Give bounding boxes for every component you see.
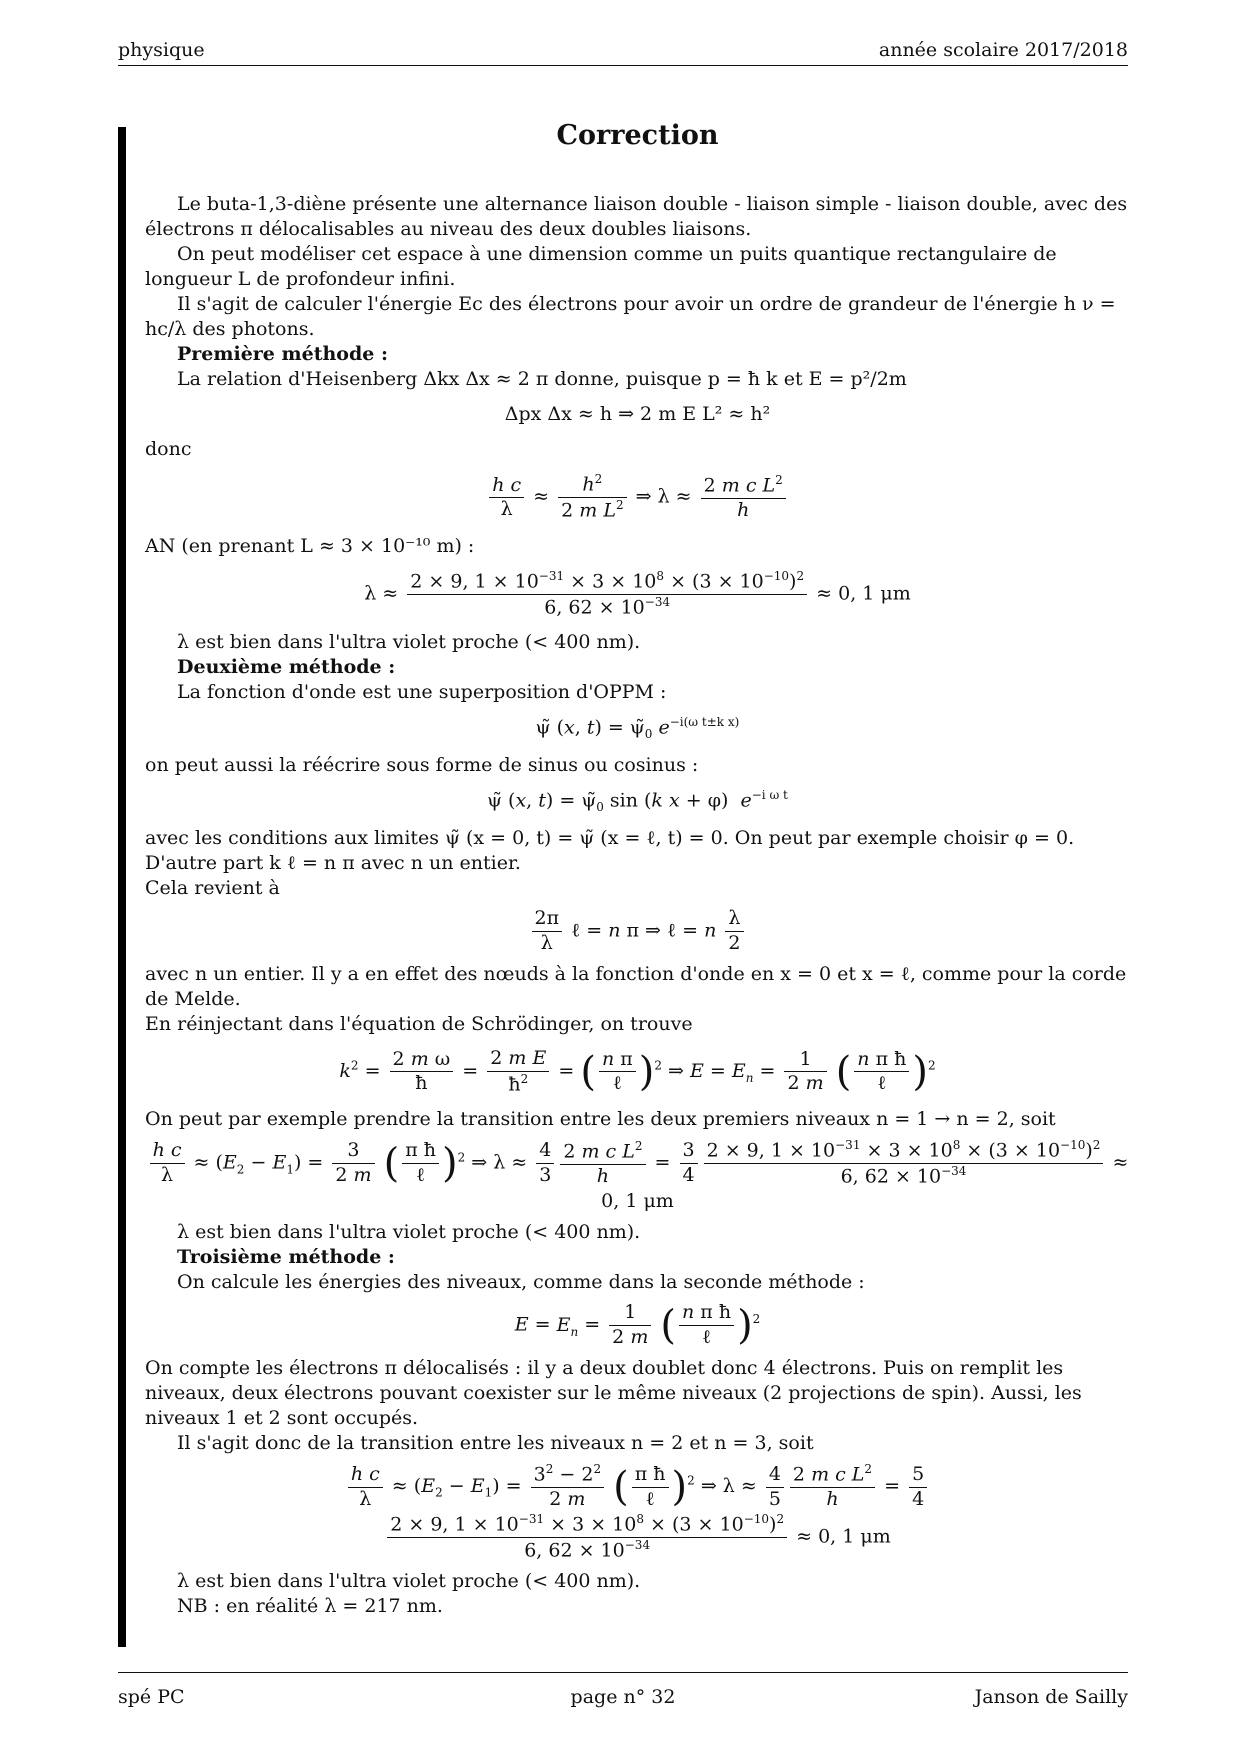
uv-conclusion-3: λ est bien dans l'ultra violet proche (< 400 nm). xyxy=(177,1570,641,1593)
uv-conclusion-1: λ est bien dans l'ultra violet proche (< 400 nm). xyxy=(177,630,641,653)
m3-line-3: Il s'agit donc de la transition entre les niveaux n = 2 et n = 3, soit xyxy=(177,1432,814,1455)
footer-school: Janson de Sailly xyxy=(974,1686,1128,1708)
m3-line-1: On calcule les énergies des niveaux, comme dans la seconde méthode : xyxy=(177,1271,865,1294)
page-footer xyxy=(118,1672,1128,1710)
intro-paragraph-2: On peut modéliser cet espace à une dimension comme un puits quantique rectangulaire de longueur L de profondeur infini. xyxy=(145,242,1057,290)
equation-transition-2-3: $\frac{\text{h c}}{\lambda}$ ≈ $(E_2 - E_1)$ = $\frac{3^2 - 2^2}{2 m}$ ( π ħ ℓ )$^2$ ⇒ λ ≈ $\frac{4}{5}$ $\frac{2 m c L^2}{h}$ = $\frac{5}{4}$ $\frac{2 \times 9, 1 \times 10^{-31} \times 3 \times 10^8 \times (3 \times 10^{-10})^2}{6, 62 \times 10^{-34}}$ ≈ 0, 1 μm xyxy=(145,1462,1130,1563)
method-1-title: Première méthode : xyxy=(177,343,388,366)
equation-oppm: ψ̃ (x, $t) = \psĩ_0$ $e^{-i(\omega t\pm k x)}$ xyxy=(535,715,740,742)
document-body xyxy=(145,118,1130,1619)
footer-class: spé PC xyxy=(118,1686,185,1708)
uv-conclusion-2: λ est bien dans l'ultra violet proche (< 400 nm). xyxy=(177,1221,641,1244)
nb-note: NB : en réalité λ = 217 nm. xyxy=(177,1595,443,1618)
equation-energy-levels: $k^2$ = $\frac{\text{2 m ω}}{ħ}$ = $\frac{\text{2 m E}}{ħ^2}$ = ( n π ℓ )$^2$ ⇒ $E = E_n$ = $\frac{1}{2 m}$ ( n π ħ ℓ )$^2$ xyxy=(339,1046,936,1096)
an-text: AN (en prenant L ≈ 3 × 10⁻¹⁰ m) : xyxy=(145,534,475,557)
header-subject: physique xyxy=(118,39,205,61)
footer-page-number: page n° 32 xyxy=(570,1686,676,1708)
donc-text: donc xyxy=(145,438,192,461)
m3-line-2: On compte les électrons π délocalisés : il y a deux doublet donc 4 électrons. Puis on remplit les niveaux, deux électrons pouvant coexister sur le même niveaux (2 projections de spin). Aussi, les niveaux 1 et 2 sont occupés. xyxy=(145,1356,1082,1430)
method-3-title: Troisième méthode : xyxy=(177,1246,395,1269)
heisenberg-line: La relation d'Heisenberg Δkx Δx ≈ 2 π donne, puisque p = ħ k et E = p²/2m xyxy=(177,368,907,391)
m2-line-3: avec les conditions aux limites ψ̃ (x = 0, t) = ψ̃ (x = ℓ, t) = 0. On peut par exemple choisir φ = 0. D'autre part k ℓ = n π avec n un entier. xyxy=(145,827,1075,875)
equation-numeric-1: λ ≈ $\frac{2 \times 9, 1 \times 10^{-31} \times 3 \times 10^8 \times (3 \times 10^{-10})^2}{6, 62 \times 10^{-34}}$ ≈ 0, 1 μm xyxy=(364,568,911,619)
equation-heisenberg: Δpx Δx ≈ h ⇒ 2 m E L² ≈ h² xyxy=(504,403,771,426)
page-header xyxy=(118,38,1128,66)
equation-melde: $\frac{2\pi}{\lambda}$ ℓ = n π ⇒ ℓ = n $\frac{\lambda}{2}$ xyxy=(145,907,1130,956)
m2-line-6: En réinjectant dans l'équation de Schrödinger, on trouve xyxy=(145,1012,693,1035)
m2-line-4: Cela revient à xyxy=(145,877,280,900)
page-title: Correction xyxy=(556,120,719,151)
margin-bar xyxy=(118,127,126,1647)
m2-line-5: avec n un entier. Il y a en effet des nœuds à la fonction d'onde en x = 0 et x = ℓ, comme pour la corde de Melde. xyxy=(145,962,1127,1010)
equation-energy-n: $E = E_n$ = $\frac{1}{2 m}$ ( n π ħ ℓ )$^2$ xyxy=(514,1301,761,1349)
equation-transition-1-2: $\frac{\text{h c}}{\lambda}$ ≈ $(E_2 - E_1)$ = $\frac{3}{2 m}$ ( π ħ ℓ )$^2$ ⇒ λ ≈ $\frac{4}{3}$ $\frac{2 m c L^2}{h}$ = $\frac{3}{4}$ $\frac{2 \times 9, 1 \times 10^{-31} \times 3 \times 10^8 \times (3 \times 10^{-10})^2}{6, 62 \times 10^{-34}}$ ≈ 0, 1 μm xyxy=(145,1138,1130,1214)
header-year: année scolaire 2017/2018 xyxy=(878,39,1128,61)
method-2-title: Deuxième méthode : xyxy=(177,655,396,678)
intro-paragraph-1: Le buta-1,3-diène présente une alternance liaison double - liaison simple - liaison double, avec des électrons π délocalisables au niveau des deux doubles liaisons. xyxy=(145,192,1128,240)
result-1: ≈ 0, 1 μm xyxy=(816,582,911,605)
equation-sinus: ψ̃ (x, $t) = \psĩ_0$ sin (k x + φ) $e^{-i \omega t}$ xyxy=(487,788,788,815)
m2-line-1: La fonction d'onde est une superposition d'OPPM : xyxy=(177,680,667,703)
m2-line-7: On peut par exemple prendre la transition entre les deux premiers niveaux n = 1 → n = 2, soit xyxy=(145,1107,1056,1130)
equation-lambda-1: $\frac{\text{h c}}{\lambda}$ ≈ $\frac{h^2}{2 m L^2}$ ⇒ λ ≈ $\frac{2 m c L^2}{h}$ xyxy=(145,472,1130,523)
m2-line-2: on peut aussi la réécrire sous forme de sinus ou cosinus : xyxy=(145,753,699,776)
intro-paragraph-3: Il s'agit de calculer l'énergie Ec des électrons pour avoir un ordre de grandeur de l'énergie h ν = hc/λ des photons. xyxy=(145,292,1116,341)
